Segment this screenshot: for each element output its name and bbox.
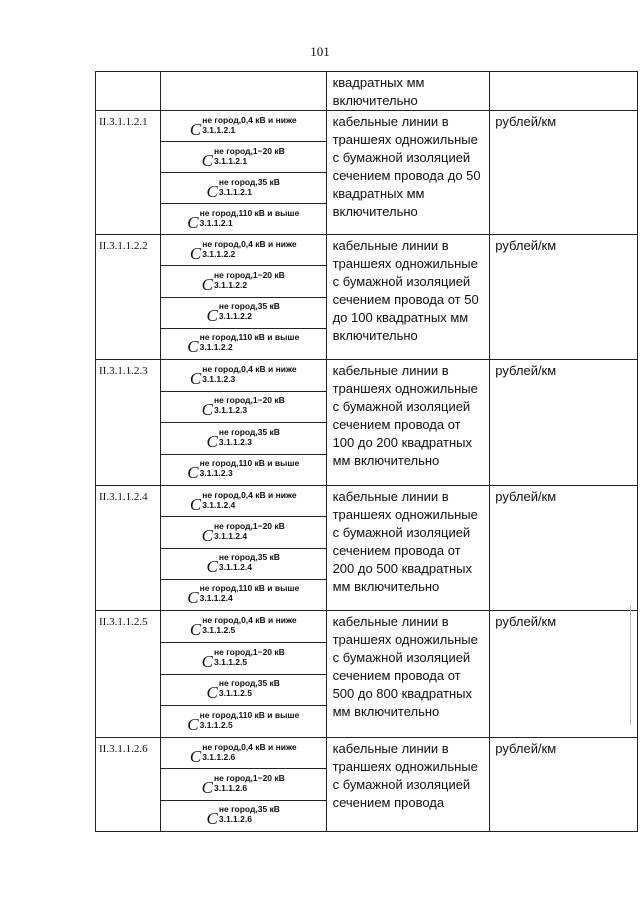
formula-item — [161, 423, 326, 455]
description-cell: кабельные линии в траншеях одножильные с бумажной изоляцией сечением провода от 50 до 100 квадратных мм включительно — [327, 235, 491, 359]
description-cell: кабельные линии в траншеях одножильные с бумажной изоляцией сечением провода до 50 квадратных мм включительно — [327, 111, 491, 234]
description-cell: кабельные линии в траншеях одножильные с бумажной изоляцией сечением провода — [327, 738, 491, 831]
rate-formula: C не город,0,4 кВ и ниже 3.1.1.2.5 — [189, 614, 297, 639]
description-cell: кабельные линии в траншеях одножильные с бумажной изоляцией сечением провода от 200 до 500 квадратных мм включительно — [327, 486, 491, 610]
rate-formula: C не город,110 кВ и выше 3.1.1.2.2 — [187, 332, 300, 357]
rate-formula: C не город,0,4 кВ и ниже 3.1.1.2.4 — [189, 489, 297, 514]
rate-formula: C не город,0,4 кВ и ниже 3.1.1.2.6 — [189, 741, 297, 766]
description-cell: квадратных мм включительно — [327, 72, 491, 110]
formula-item — [161, 329, 326, 359]
formula-item — [161, 204, 326, 234]
rate-formula: C не город,0,4 кВ и ниже 3.1.1.2.1 — [189, 114, 297, 139]
formula-cell — [161, 738, 327, 831]
table-row — [95, 738, 638, 832]
rate-formula: C не город,1−20 кВ 3.1.1.2.6 — [201, 772, 285, 797]
formula-cell — [161, 72, 327, 110]
formula-item — [161, 455, 326, 486]
rate-formula: C не город,1−20 кВ 3.1.1.2.4 — [201, 520, 285, 545]
rate-formula: C не город,35 кВ 3.1.1.2.4 — [206, 552, 280, 577]
formula-item — [161, 549, 326, 580]
formula-item — [161, 769, 326, 800]
formula-item — [161, 360, 326, 392]
unit-cell: рублей/км — [490, 360, 638, 485]
formula-item — [161, 173, 326, 204]
unit-cell: рублей/км — [490, 611, 638, 737]
rate-formula: C не город,0,4 кВ и ниже 3.1.1.2.3 — [189, 363, 297, 388]
formula-item — [161, 235, 326, 266]
description-cell: кабельные линии в траншеях одножильные с бумажной изоляцией сечением провода от 100 до 200 квадратных мм включительно — [327, 360, 491, 485]
code-cell: II.3.1.1.2.2 — [96, 235, 161, 359]
rate-formula: C не город,35 кВ 3.1.1.2.1 — [206, 176, 280, 201]
unit-cell: рублей/км — [490, 111, 638, 234]
formula-item — [161, 392, 326, 424]
code-cell: II.3.1.1.2.6 — [96, 738, 161, 831]
formula-item — [161, 266, 326, 297]
tariff-table — [95, 71, 638, 832]
formula-item — [161, 738, 326, 769]
code-cell: II.3.1.1.2.3 — [96, 360, 161, 485]
rate-formula: C не город,1−20 кВ 3.1.1.2.3 — [201, 395, 285, 420]
unit-cell: рублей/км — [490, 235, 638, 359]
table-row — [95, 611, 638, 738]
formula-item — [161, 486, 326, 517]
rate-formula: C не город,110 кВ и выше 3.1.1.2.1 — [187, 207, 300, 232]
rate-formula: C не город,110 кВ и выше 3.1.1.2.4 — [187, 583, 300, 608]
rate-formula: C не город,0,4 кВ и ниже 3.1.1.2.2 — [189, 238, 297, 263]
formula-item — [161, 706, 326, 737]
code-cell: II.3.1.1.2.1 — [96, 111, 161, 234]
table-row-continued — [95, 71, 638, 111]
scan-edge-line — [630, 605, 631, 725]
description-cell: кабельные линии в траншеях одножильные с бумажной изоляцией сечением провода от 500 до 800 квадратных мм включительно — [327, 611, 491, 737]
code-cell: II.3.1.1.2.5 — [96, 611, 161, 737]
formula-item — [161, 142, 326, 173]
table-row — [95, 486, 638, 611]
rate-formula: C не город,1−20 кВ 3.1.1.2.5 — [201, 646, 285, 671]
code-cell: II.3.1.1.2.4 — [96, 486, 161, 610]
formula-cell — [161, 486, 327, 610]
formula-item — [161, 801, 326, 831]
formula-item — [161, 580, 326, 610]
rate-formula: C не город,35 кВ 3.1.1.2.5 — [206, 678, 280, 703]
formula-item — [161, 111, 326, 142]
formula-item — [161, 517, 326, 548]
formula-cell — [161, 611, 327, 737]
rate-formula: C не город,110 кВ и выше 3.1.1.2.3 — [187, 458, 300, 483]
table-row — [95, 360, 638, 486]
rate-formula: C не город,1−20 кВ 3.1.1.2.1 — [201, 145, 285, 170]
unit-cell: рублей/км — [490, 486, 638, 610]
formula-item — [161, 675, 326, 707]
rate-formula: C не город,110 кВ и выше 3.1.1.2.5 — [187, 710, 300, 735]
rate-formula: C не город,35 кВ 3.1.1.2.2 — [206, 301, 280, 326]
formula-item — [161, 298, 326, 329]
formula-cell — [161, 235, 327, 359]
unit-cell: рублей/км — [490, 738, 638, 831]
formula-cell — [161, 111, 327, 234]
rate-formula: C не город,35 кВ 3.1.1.2.3 — [206, 426, 280, 451]
code-cell — [96, 72, 161, 110]
formula-item — [161, 643, 326, 675]
formula-item — [161, 611, 326, 643]
formula-cell — [161, 360, 327, 485]
rate-formula: C не город,35 кВ 3.1.1.2.6 — [206, 804, 280, 829]
table-row — [95, 111, 638, 235]
rate-formula: C не город,1−20 кВ 3.1.1.2.2 — [201, 269, 285, 294]
unit-cell — [490, 72, 638, 110]
table-row — [95, 235, 638, 360]
page-number: 101 — [310, 44, 330, 59]
